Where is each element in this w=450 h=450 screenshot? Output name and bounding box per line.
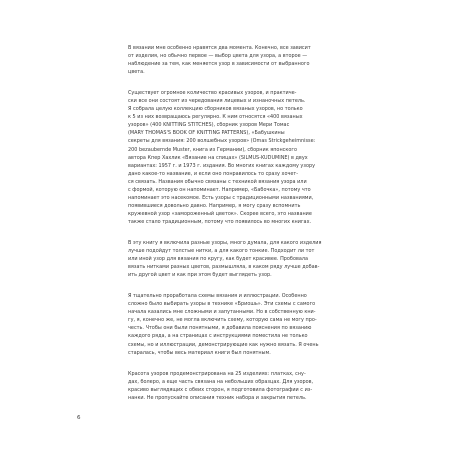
text-line: начала казались мне сложными и запутанными. Но в собственную кни- bbox=[128, 309, 316, 316]
text-line: честь. Чтобы они были понятными, я добавила пояснения по вязанию bbox=[128, 325, 312, 332]
page-number: 6 bbox=[77, 415, 81, 421]
text-line: кружевной узор «замороженный цветок». Скорее всего, это название bbox=[128, 210, 312, 217]
paragraph-1 bbox=[128, 44, 338, 76]
text-line: дах, болеро, а еще часть связана на небольших образцах. Для узоров, bbox=[128, 378, 314, 385]
paragraph-4 bbox=[128, 292, 338, 356]
text-line: автора Кпер Хахлик «Вязание на спицах» (SILMUS-KUDUMINE) в двух bbox=[128, 154, 308, 161]
text-line: лучше подойдут толстые нитки, а для какого тонкие. Подходит ли тот bbox=[128, 248, 315, 255]
text-line: вязать нитками разных цветов, размышляла, в каком ряду лучше добав- bbox=[128, 264, 320, 271]
text-line: гу, я, конечно же, не могла включить схему, которую сама не могу про- bbox=[128, 317, 317, 324]
text-column bbox=[128, 44, 338, 415]
text-line: напоминает это насекомое. Есть узоры с традиционными названиями, bbox=[128, 194, 314, 201]
text-line: цвета. bbox=[128, 69, 145, 76]
text-line: узоров» (400 KNITTING STITCHES), сборник узоров Мери Томас bbox=[128, 122, 290, 129]
text-line: нанки. Не пропускайте описания техник набора и закрытия петель. bbox=[128, 394, 307, 401]
text-line: наблюдение за тем, как меняется узор в зависимости от выбранного bbox=[128, 61, 310, 68]
text-line: также стало традиционным, потому что появилось во многих книгах. bbox=[128, 218, 312, 225]
paragraph-3 bbox=[128, 239, 338, 279]
text-line: к 5 из них возвращаюсь регулярно. К ним относятся «400 вязаных bbox=[128, 114, 303, 121]
text-line: Существует огромное количество красивых узоров, и практиче- bbox=[128, 90, 297, 97]
text-line: ски все они состоят из чередования лицевых и изнаночных петель. bbox=[128, 98, 306, 105]
text-line: 200 bezaubernde Muster, книга из Германии), сборник японского bbox=[128, 146, 297, 153]
text-line: (MARY THOMAS'S BOOK OF KNITTING PATTERNS), «Бабушкины bbox=[128, 130, 285, 137]
text-line: секреты для вязания: 200 волшебных узоров» (Omas Strickgeheimnisse: bbox=[128, 138, 316, 145]
text-line: В вязании мне особенно нравятся два момента. Конечно, все зависит bbox=[128, 45, 311, 51]
text-line: красиво выглядящих с обеих сторон, я подготовила фотографии с из- bbox=[128, 386, 313, 393]
paragraph-5 bbox=[128, 370, 338, 402]
text-line: вариантах: 1957 г. и 1973 г. издания. Во многих книгах каждому узору bbox=[128, 162, 316, 169]
text-line: ся связать. Названия обычно связаны с техникой вязания узора или bbox=[128, 178, 307, 185]
text-line: Красота узоров продемонстрирована на 25 изделиях: платках, сну- bbox=[128, 370, 306, 377]
text-line: Я тщательно проработала схемы вязания и иллюстрации. Особенно bbox=[128, 293, 307, 300]
paragraph-2 bbox=[128, 89, 338, 226]
text-line: В эту книгу я включила разные узоры, много думала, для какого изделия bbox=[128, 239, 322, 246]
text-line: или иной узор для вязания по кругу, как будет красивее. Пробовала bbox=[128, 256, 309, 263]
text-line: сложно было выбирать узоры в технике «Бриошь». Эти схемы с самого bbox=[128, 301, 316, 308]
text-line: от изделия, но обычно первое — выбор цвета для узора, а второе — bbox=[128, 53, 308, 60]
text-line: каждого ряда, а на страницах с инструкциями поместила не только bbox=[128, 333, 308, 340]
text-line: появившиеся довольно давно. Например, я могу сразу вспомнить bbox=[128, 202, 301, 209]
text-line: с формой, которую он напоминает. Например, «Бабочка», потому что bbox=[128, 186, 311, 193]
text-line: ить другой цвет и как при этом будет выглядеть узор. bbox=[128, 272, 272, 279]
text-line: Я собрала целую коллекцию сборников вязаных узоров, но только bbox=[128, 106, 303, 113]
text-line: старалась, чтобы весь материал книги был понятным. bbox=[128, 349, 271, 356]
text-line: дано какое-то название, и если оно понравилось то сразу хочет- bbox=[128, 170, 299, 177]
text-line: схемы, но и иллюстрации, демонстрирующие как нужно вязать. Я очень bbox=[128, 341, 319, 348]
